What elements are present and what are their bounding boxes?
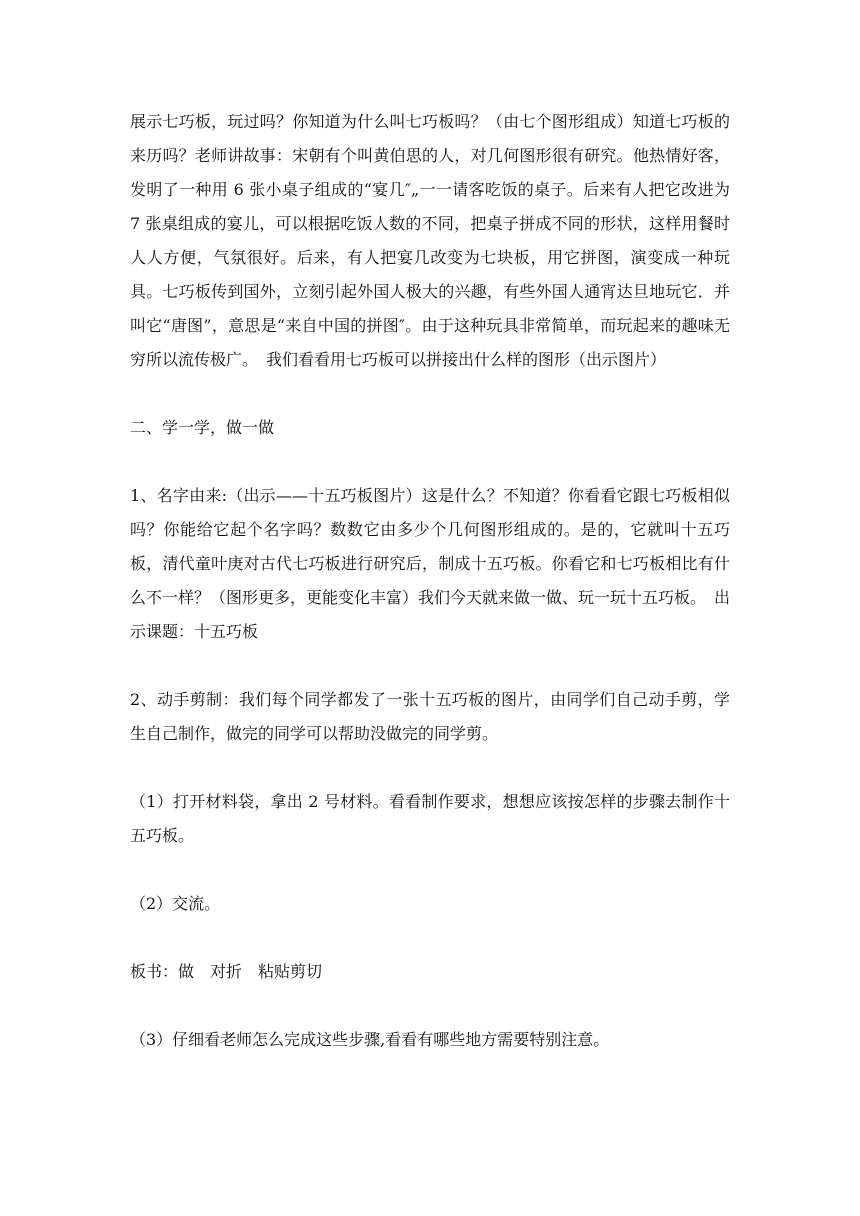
step-3-paragraph: （3）仔细看老师怎么完成这些步骤,看看有哪些地方需要特别注意。 — [130, 1030, 610, 1049]
intro-paragraph: 展示七巧板，玩过吗？你知道为什么叫七巧板吗？（由七个图形组成）知道七巧板的来历吗？老师讲故事：宋朝有个叫黄伯思的人，对几何图形很有研究。他热情好客，发明了一种用 6 张小桌子组成的“宴几″„一一请客吃饭的桌子。后来有人把它改进为 7 张桌组成的宴儿，可以根据吃饭人数的不同，把桌子拼成不同的形状，这样用餐时人人方便，气氛很好。后来，有人把宴几改变为七块板，用它拼图，演变成一种玩具。七巧板传到国外，立刻引起外国人极大的兴趣，有些外国人通宵达旦地玩它．并叫它“唐图”，意思是“来自中国的拼图″。由于这种玩具非常简单，而玩起来的趣味无穷所以流传极广。 我们看看用七巧板可以拼接出什么样的图形（出示图片） — [130, 112, 730, 369]
name-origin-paragraph: 1、名字由来:（出示——十五巧板图片）这是什么？不知道？你看看它跟七巧板相似吗？你能给它起个名字吗？数数它由多少个几何图形组成的。是的，它就叫十五巧板，清代童叶庚对古代七巧板进行研究后，制成十五巧板。你看它和七巧板相比有什么不一样？（图形更多，更能变化丰富）我们今天就来做一做、玩一玩十五巧板。 出示课题：十五巧板 — [130, 486, 731, 641]
board-notes-paragraph: 板书：做 对折 粘贴剪切 — [130, 962, 323, 981]
step-1-paragraph: （1）打开材料袋，拿出 2 号材料。看看制作要求，想想应该按怎样的步骤去制作十五巧板。 — [130, 792, 730, 845]
document-page — [130, 105, 730, 1057]
section-heading: 二、学一学，做一做 — [130, 418, 275, 437]
step-2-paragraph: （2）交流。 — [130, 894, 221, 913]
hands-on-paragraph: 2、动手剪制：我们每个同学都发了一张十五巧板的图片，由同学们自己动手剪，学生自己制作，做完的同学可以帮助没做完的同学剪。 — [130, 690, 730, 743]
